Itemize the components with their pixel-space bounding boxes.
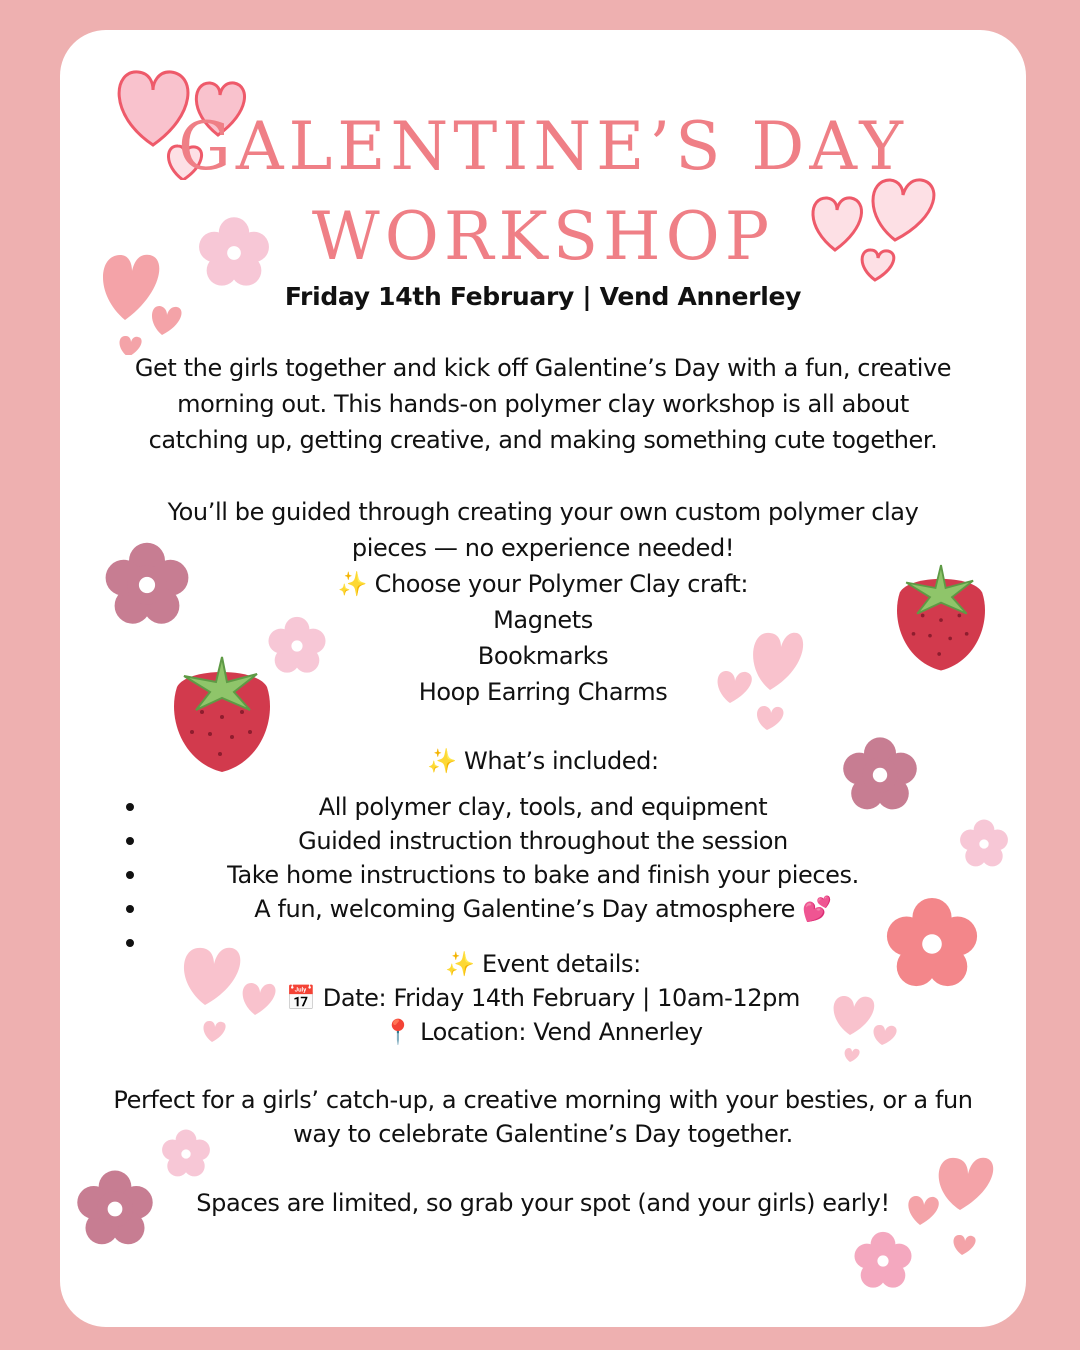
included-heading: ✨ What’s included: bbox=[427, 747, 659, 775]
craft-section bbox=[60, 566, 1026, 710]
event-details bbox=[60, 947, 1026, 1049]
list-item: Guided instruction throughout the session bbox=[60, 824, 1026, 858]
sparkle-icon: ✨ bbox=[427, 747, 457, 775]
list-item: All polymer clay, tools, and equipment bbox=[60, 790, 1026, 824]
closing-line: Spaces are limited, so grab your spot (and your girls) early! bbox=[196, 1189, 890, 1217]
craft-heading: ✨ Choose your Polymer Clay craft: bbox=[337, 570, 749, 598]
list-item: Take home instructions to bake and finish your pieces. bbox=[60, 858, 1026, 892]
title-line-2: WORKSHOP bbox=[311, 198, 775, 275]
sparkle-icon: ✨ bbox=[337, 570, 368, 598]
details-date: 📅 Date: Friday 14th February | 10am-12pm bbox=[286, 984, 800, 1012]
guided-paragraph: You’ll be guided through creating your own custom polymer clay pieces — no experience needed! bbox=[167, 498, 919, 562]
calendar-icon: 📅 bbox=[286, 984, 316, 1012]
intro-paragraph: Get the girls together and kick off Galentine’s Day with a fun, creative morning out. This hands-on polymer clay workshop is all about catching up, getting creative, and making something cute together. bbox=[134, 354, 952, 454]
title-line-1: GALENTINE’S DAY bbox=[178, 108, 908, 185]
craft-option: Hoop Earring Charms bbox=[418, 678, 668, 706]
flyer-card bbox=[60, 30, 1026, 1327]
event-subtitle: Friday 14th February | Vend Annerley bbox=[284, 282, 802, 311]
location-pin-icon: 📍 bbox=[383, 1018, 413, 1046]
details-location: 📍 Location: Vend Annerley bbox=[383, 1018, 703, 1046]
craft-option: Magnets bbox=[493, 606, 593, 634]
included-list bbox=[60, 790, 1026, 960]
details-heading: ✨ Event details: bbox=[445, 950, 641, 978]
list-item: A fun, welcoming Galentine’s Day atmosphere 💕 bbox=[60, 892, 1026, 926]
flower-pink-bottom-right bbox=[852, 1230, 914, 1292]
craft-option: Bookmarks bbox=[477, 642, 609, 670]
sparkle-icon: ✨ bbox=[445, 950, 475, 978]
perfect-paragraph: Perfect for a girls’ catch-up, a creative morning with your besties, or a fun way to celebrate Galentine’s Day together. bbox=[113, 1086, 973, 1148]
